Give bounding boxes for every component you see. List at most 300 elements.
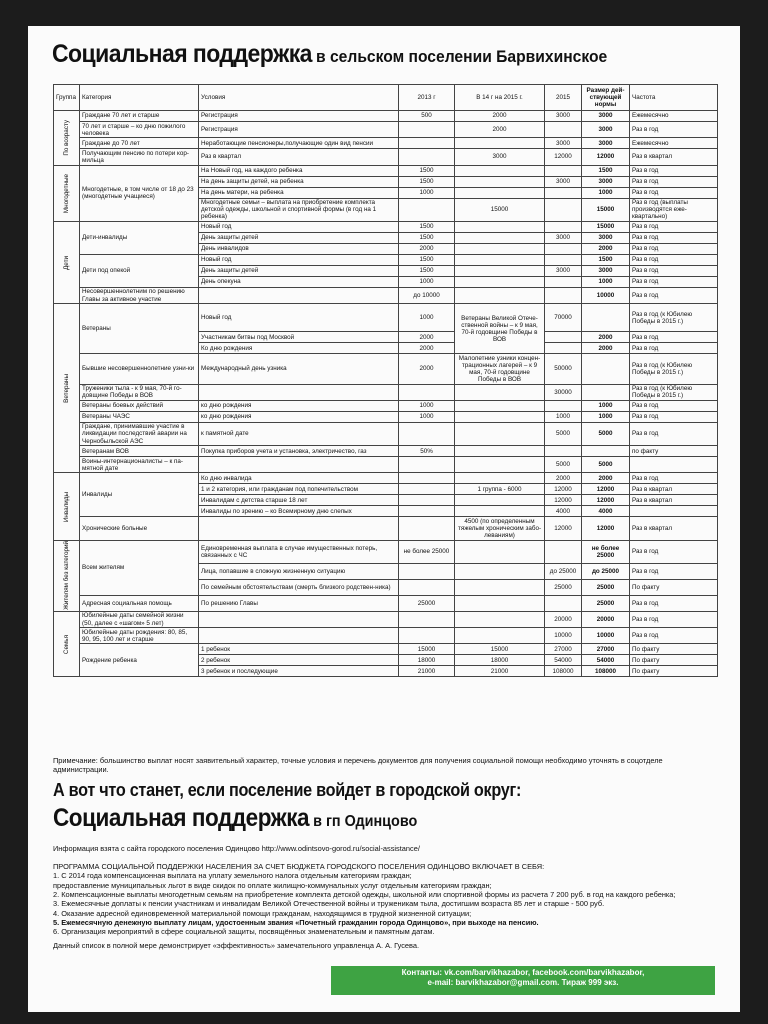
value-2013-cell	[399, 422, 455, 445]
norm-cell: 2000	[582, 243, 630, 254]
table-row	[54, 165, 718, 176]
value-2014-cell: 3000	[455, 149, 545, 165]
group-label: Инвалиды	[62, 491, 70, 522]
value-2015-cell: 12000	[545, 149, 582, 165]
conditions-cell: Регистрация	[199, 122, 399, 138]
value-2015-cell: 3000	[545, 176, 582, 187]
conditions-cell: Инвалиды по зрению – ко Всемирному дню слепых	[199, 506, 399, 517]
conditions-cell: Единовременная выплата в случае имущественных потерь, связанных с ЧС	[199, 540, 399, 563]
header-group: Группа	[54, 85, 80, 111]
value-2014-cell	[455, 446, 545, 457]
norm-cell: 12000	[582, 517, 630, 540]
value-2013-cell	[399, 506, 455, 517]
norm-cell: 3000	[582, 122, 630, 138]
category-cell: Хронические больные	[80, 517, 199, 540]
value-2013-cell: 1500	[399, 265, 455, 276]
table-row	[54, 611, 718, 627]
table-row	[54, 122, 718, 138]
value-2014-cell	[455, 243, 545, 254]
value-2014-cell	[455, 254, 545, 265]
value-2015-cell	[545, 198, 582, 221]
value-2013-cell: не более 25000	[399, 540, 455, 563]
frequency-cell: Раз в год	[630, 411, 718, 422]
norm-cell: 27000	[582, 644, 630, 655]
category-cell: Ветеранам ВОВ	[80, 446, 199, 457]
value-2015-cell: 2000	[545, 473, 582, 484]
category-cell: Бывшие несовершеннолетние узни-ки	[80, 354, 199, 384]
norm-cell	[582, 354, 630, 384]
norm-cell: 10000	[582, 628, 630, 644]
frequency-cell: Раз в квартал	[630, 484, 718, 495]
value-2013-cell: 2000	[399, 332, 455, 343]
header-conditions: Условия	[199, 85, 399, 111]
frequency-cell: По факту	[630, 644, 718, 655]
value-2015-cell: 5000	[545, 457, 582, 473]
conditions-cell	[199, 628, 399, 644]
value-2014-cell	[455, 564, 545, 580]
value-2015-cell: 30000	[545, 384, 582, 400]
table-row	[54, 457, 718, 473]
value-2015-cell: 27000	[545, 644, 582, 655]
category-cell: Ветераны ЧАЭС	[80, 411, 199, 422]
value-2014-cell: 4500 (по определенным тяжелым хроническим забо-леваниям)	[455, 517, 545, 540]
group-label: Многодетные	[62, 173, 70, 213]
value-2013-cell	[399, 122, 455, 138]
frequency-cell: Раз в квартал	[630, 517, 718, 540]
header-2014-2015: В 14 г на 2015 г.	[455, 85, 545, 111]
frequency-cell: Раз в год	[630, 564, 718, 580]
value-2013-cell	[399, 149, 455, 165]
value-2013-cell: 2000	[399, 343, 455, 354]
value-2015-cell	[545, 276, 582, 287]
value-2013-cell: 500	[399, 111, 455, 122]
value-2015-cell	[545, 243, 582, 254]
category-cell: Дети-инвалиды	[80, 221, 199, 254]
footnote: Примечание: большинство выплат носят заявительный характер, точные условия и перечень документов для получения социальной помощи необходимо уточнять в соцотделе администрации.	[53, 756, 663, 774]
value-2013-cell: 1000	[399, 187, 455, 198]
value-2015-cell	[545, 122, 582, 138]
conditions-cell: День опекуна	[199, 276, 399, 287]
frequency-cell: Раз в год (к Юбилею Победы в 2015 г.)	[630, 354, 718, 384]
value-2013-cell	[399, 495, 455, 506]
value-2015-cell	[545, 221, 582, 232]
value-2013-cell: 18000	[399, 655, 455, 666]
value-2014-cell	[455, 628, 545, 644]
second-title-sub: в гп Одинцово	[313, 813, 418, 830]
conditions-cell: ко дню рождения	[199, 411, 399, 422]
value-2015-cell: 10000	[545, 628, 582, 644]
conditions-cell	[199, 611, 399, 627]
conditions-cell: День инвалидов	[199, 243, 399, 254]
table-row	[54, 354, 718, 384]
frequency-cell: Раз в год	[630, 473, 718, 484]
frequency-cell: Раз в год	[630, 332, 718, 343]
value-2015-cell: 1000	[545, 411, 582, 422]
norm-cell: 20000	[582, 611, 630, 627]
value-2015-cell	[545, 400, 582, 411]
conditions-cell: Раз в квартал	[199, 149, 399, 165]
value-2013-cell: 1500	[399, 232, 455, 243]
value-2014-cell	[455, 611, 545, 627]
value-2015-cell	[545, 254, 582, 265]
conditions-cell: Новый год	[199, 304, 399, 332]
frequency-cell: Раз в год	[630, 276, 718, 287]
value-2015-cell	[545, 540, 582, 563]
frequency-cell: Раз в год	[630, 343, 718, 354]
frequency-cell: Ежемесячно	[630, 138, 718, 149]
conditions-cell: 1 и 2 категория, или гражданам под попечительством	[199, 484, 399, 495]
category-cell: Многодетные, в том числе от 18 до 23 (многодетные учащиеся)	[80, 165, 199, 221]
value-2013-cell: 1500	[399, 176, 455, 187]
value-2014-cell	[455, 457, 545, 473]
contacts-line: Контакты: vk.com/barvikhazabor, facebook.com/barvikhazabor,	[401, 968, 645, 977]
conditions-cell: 2 ребенок	[199, 655, 399, 666]
value-2014-cell: 2000	[455, 122, 545, 138]
conditions-cell: Неработающие пенсионеры,получающие один вид пенсии	[199, 138, 399, 149]
table-row	[54, 628, 718, 644]
program-item: 3. Ежемесячные доплаты к пенсии участникам и инвалидам Великой Отечественной войны и труженикам тыла, достигшим возраста 85 лет и старше - 500 руб.	[53, 899, 605, 909]
conditions-cell: Регистрация	[199, 111, 399, 122]
table-row	[54, 540, 718, 563]
norm-cell: 3000	[582, 176, 630, 187]
program-item: 4. Оказание адресной единовременной материальной помощи гражданам, находящимся в трудной жизненной ситуации;	[53, 908, 472, 918]
norm-cell	[582, 446, 630, 457]
frequency-cell: Раз в год (к Юбилею Победы в 2015 г.)	[630, 384, 718, 400]
value-2014-cell	[455, 595, 545, 611]
value-2014-cell	[455, 176, 545, 187]
header-frequency: Частота	[630, 85, 718, 111]
value-2013-cell: 1000	[399, 411, 455, 422]
category-cell: Инвалиды	[80, 473, 199, 517]
category-cell: Ветераны боевых действий	[80, 400, 199, 411]
header-norm: Размер дей-ствующей нормы	[582, 85, 630, 111]
contacts-box	[331, 966, 715, 995]
group-label: По возрасту	[62, 119, 70, 156]
conditions-cell: По семейным обстоятельствам (смерть близкого родствен-ника)	[199, 580, 399, 596]
category-cell: Юбилейные даты рождения: 80, 85, 90, 95, 100 лет и старше	[80, 628, 199, 644]
conditions-cell: Международный день узника	[199, 354, 399, 384]
table-row	[54, 411, 718, 422]
conditions-cell: Участникам битвы под Москвой	[199, 332, 399, 343]
value-2013-cell	[399, 564, 455, 580]
source-info: Информация взята с сайта городского поселения Одинцово http://www.odintsovo-gorod.ru/social-assistance/	[53, 844, 420, 853]
value-2015-cell: 70000	[545, 304, 582, 332]
value-2013-cell	[399, 628, 455, 644]
value-2013-cell: 21000	[399, 666, 455, 677]
category-cell: 70 лет и старше – ко дню пожилого человека	[80, 122, 199, 138]
conditions-cell: День защиты детей	[199, 232, 399, 243]
title-sub: в сельском поселении Барвихинское	[316, 47, 608, 66]
table-row	[54, 473, 718, 484]
value-2015-cell	[545, 343, 582, 354]
conditions-cell: 3 ребенок и последующие	[199, 666, 399, 677]
value-2013-cell	[399, 138, 455, 149]
value-2014-cell: 21000	[455, 666, 545, 677]
value-2013-cell: 1000	[399, 276, 455, 287]
table-row	[54, 304, 718, 332]
value-2014-cell: Малолетние узники концен-трационных лагерей – к 9 мая, 70-й годовщине Победы в ВОВ	[455, 354, 545, 384]
table-header-row	[54, 85, 718, 111]
norm-cell: 3000	[582, 111, 630, 122]
norm-cell: 54000	[582, 655, 630, 666]
table-row	[54, 111, 718, 122]
norm-cell: 2000	[582, 332, 630, 343]
value-2013-cell: 25000	[399, 595, 455, 611]
value-2013-cell: 1500	[399, 165, 455, 176]
value-2014-cell	[455, 384, 545, 400]
value-2015-cell: 25000	[545, 580, 582, 596]
subheading: А вот что станет, если поселение войдет в городской округ:	[53, 780, 522, 800]
table-row	[54, 221, 718, 232]
value-2015-cell: 4000	[545, 506, 582, 517]
second-title-main: Социальная поддержка	[53, 804, 310, 832]
program-heading: ПРОГРАММА СОЦИАЛЬНОЙ ПОДДЕРЖКИ НАСЕЛЕНИЯ ЗА СЧЕТ БЮДЖЕТА ГОРОДСКОГО ПОСЕЛЕНИЯ ОДИНЦОВО ВКЛЮЧАЕТ В СЕБЯ:	[53, 862, 545, 871]
table-row	[54, 384, 718, 400]
norm-cell: 15000	[582, 198, 630, 221]
value-2015-cell	[545, 446, 582, 457]
norm-cell: 1000	[582, 400, 630, 411]
frequency-cell: По факту	[630, 666, 718, 677]
frequency-cell: Раз в год (к Юбилею Победы в 2015 г.)	[630, 304, 718, 332]
value-2013-cell	[399, 473, 455, 484]
frequency-cell	[630, 457, 718, 473]
norm-cell: 25000	[582, 595, 630, 611]
value-2015-cell: 3000	[545, 111, 582, 122]
table-row	[54, 254, 718, 265]
conditions-cell: Новый год	[199, 221, 399, 232]
frequency-cell: Раз в квартал	[630, 149, 718, 165]
value-2014-cell	[455, 473, 545, 484]
value-2015-cell: 54000	[545, 655, 582, 666]
value-2013-cell: 2000	[399, 354, 455, 384]
header-category: Категория	[80, 85, 199, 111]
value-2014-cell: 18000	[455, 655, 545, 666]
conditions-cell: На Новый год, на каждого ребенка	[199, 165, 399, 176]
value-2013-cell: 50%	[399, 446, 455, 457]
frequency-cell: Раз в год	[630, 176, 718, 187]
frequency-cell: Раз в год	[630, 265, 718, 276]
conditions-cell: 1 ребенок	[199, 644, 399, 655]
conditions-cell: Ко дню рождения	[199, 343, 399, 354]
category-cell: Граждане, принимавшие участие в ликвидации последствий аварии на Чернобыльской АЭС	[80, 422, 199, 445]
frequency-cell: Раз в год	[630, 611, 718, 627]
program-list	[53, 862, 725, 950]
value-2015-cell: 20000	[545, 611, 582, 627]
group-cell	[54, 165, 80, 221]
conditions-cell: Многодетные семьи – выплата на приобретение комплекта детской одежды, школьной и спортивной формы (в год на 1 ребенка)	[199, 198, 399, 221]
value-2014-cell: 15000	[455, 198, 545, 221]
group-cell	[54, 611, 80, 677]
frequency-cell: Раз в год	[630, 254, 718, 265]
value-2014-cell: Ветераны Великой Отече-ственной войны – к 9 мая, 70-й годовщине Победы в ВОВ	[455, 304, 545, 354]
value-2013-cell: 2000	[399, 243, 455, 254]
norm-cell: 12000	[582, 484, 630, 495]
value-2015-cell: до 25000	[545, 564, 582, 580]
support-table	[53, 84, 718, 677]
value-2013-cell	[399, 384, 455, 400]
category-cell: Получающим пенсию по потери кор-мильца	[80, 149, 199, 165]
frequency-cell: Раз в год	[630, 232, 718, 243]
frequency-cell: Раз в год	[630, 165, 718, 176]
frequency-cell: По факту	[630, 655, 718, 666]
value-2015-cell: 3000	[545, 138, 582, 149]
norm-cell: 12000	[582, 149, 630, 165]
category-cell: Ветераны	[80, 304, 199, 354]
value-2014-cell	[455, 232, 545, 243]
category-cell: Рождение ребенка	[80, 644, 199, 677]
value-2015-cell: 12000	[545, 484, 582, 495]
norm-cell: 1000	[582, 187, 630, 198]
header-2015: 2015	[545, 85, 582, 111]
value-2014-cell	[455, 221, 545, 232]
program-footer: Данный список в полной мере демонстрирует «эффективность» замечательного управленца А. А. Гусева.	[53, 940, 420, 950]
conditions-cell	[199, 287, 399, 303]
value-2015-cell: 50000	[545, 354, 582, 384]
norm-cell: 12000	[582, 495, 630, 506]
conditions-cell: На день защиты детей, на ребенка	[199, 176, 399, 187]
program-item: 6. Организация мероприятий в сфере социальной защиты, посвящённых знаменательным и памятным датам.	[53, 927, 435, 937]
value-2013-cell	[399, 484, 455, 495]
conditions-cell	[199, 517, 399, 540]
conditions-cell	[199, 384, 399, 400]
value-2014-cell	[455, 165, 545, 176]
group-label: Семья	[62, 634, 70, 654]
value-2013-cell: 15000	[399, 644, 455, 655]
norm-cell: 25000	[582, 580, 630, 596]
norm-cell: не более 25000	[582, 540, 630, 563]
table-row	[54, 138, 718, 149]
value-2015-cell: 12000	[545, 517, 582, 540]
frequency-cell: Раз в год	[630, 628, 718, 644]
frequency-cell: Раз в год	[630, 595, 718, 611]
frequency-cell: Раз в год	[630, 540, 718, 563]
norm-cell: 2000	[582, 343, 630, 354]
norm-cell: 1500	[582, 254, 630, 265]
value-2015-cell: 3000	[545, 232, 582, 243]
value-2014-cell	[455, 187, 545, 198]
norm-cell: 10000	[582, 287, 630, 303]
value-2014-cell	[455, 265, 545, 276]
program-item: 5. Ежемесячную денежную выплату лицам, удостоенным звания «Почетный гражданин города Одинцово», при выходе на пенсию.	[53, 917, 539, 927]
norm-cell	[582, 384, 630, 400]
value-2015-cell: 108000	[545, 666, 582, 677]
value-2014-cell	[455, 540, 545, 563]
conditions-cell: На день матери, на ребенка	[199, 187, 399, 198]
frequency-cell: Раз в год	[630, 287, 718, 303]
category-cell: Труженики тыла - к 9 мая, 70-й го-довщине Победы в ВОВ	[80, 384, 199, 400]
value-2013-cell	[399, 611, 455, 627]
value-2014-cell	[455, 276, 545, 287]
conditions-cell: По решению Главы	[199, 595, 399, 611]
value-2013-cell: 1000	[399, 304, 455, 332]
value-2014-cell	[455, 422, 545, 445]
conditions-cell: Покупка приборов учета и установка, электричество, газ	[199, 446, 399, 457]
group-cell	[54, 221, 80, 303]
table-row	[54, 422, 718, 445]
value-2013-cell: 1500	[399, 221, 455, 232]
category-cell: Несовершеннолетним по решению Главы за активное участие	[80, 287, 199, 303]
value-2015-cell: 3000	[545, 265, 582, 276]
conditions-cell: Инвалидам с детства старше 18 лет	[199, 495, 399, 506]
norm-cell: 4000	[582, 506, 630, 517]
frequency-cell: Раз в год	[630, 243, 718, 254]
group-label: Жителям без категорий	[62, 541, 70, 611]
frequency-cell: Раз в год	[630, 221, 718, 232]
value-2015-cell	[545, 287, 582, 303]
value-2015-cell	[545, 595, 582, 611]
norm-cell: 3000	[582, 265, 630, 276]
title-main: Социальная поддержка	[52, 40, 312, 68]
frequency-cell	[630, 506, 718, 517]
category-cell: Юбилейные даты семейной жизни (50, далее с «шагом» 5 лет)	[80, 611, 199, 627]
table-row	[54, 517, 718, 540]
norm-cell: до 25000	[582, 564, 630, 580]
value-2014-cell	[455, 495, 545, 506]
category-cell: Всем жителям	[80, 540, 199, 595]
value-2013-cell	[399, 517, 455, 540]
leaflet-page	[28, 26, 740, 1012]
norm-cell: 5000	[582, 457, 630, 473]
value-2014-cell: 15000	[455, 644, 545, 655]
value-2015-cell: 12000	[545, 495, 582, 506]
value-2014-cell: 2000	[455, 111, 545, 122]
conditions-cell: Ко дню инвалида	[199, 473, 399, 484]
norm-cell: 3000	[582, 138, 630, 149]
program-item: 1. С 2014 года компенсационная выплата на уплату земельного налога отдельным категориям граждан;	[53, 871, 412, 881]
table-row	[54, 149, 718, 165]
program-item: предоставление муниципальных льгот в виде скидок по оплате жилищно-коммунальных услуг отдельным категориям граждан;	[53, 880, 492, 890]
group-cell	[54, 304, 80, 473]
value-2014-cell	[455, 580, 545, 596]
table-row	[54, 595, 718, 611]
value-2014-cell	[455, 287, 545, 303]
norm-cell: 1000	[582, 276, 630, 287]
table-row	[54, 400, 718, 411]
value-2013-cell: 1000	[399, 400, 455, 411]
value-2013-cell	[399, 198, 455, 221]
table-row	[54, 446, 718, 457]
value-2013-cell: 1500	[399, 254, 455, 265]
group-label: Дети	[62, 255, 70, 270]
second-title	[53, 804, 417, 833]
value-2014-cell	[455, 138, 545, 149]
frequency-cell: Раз в год	[630, 187, 718, 198]
category-cell: Граждане до 70 лет	[80, 138, 199, 149]
value-2015-cell	[545, 332, 582, 343]
group-cell	[54, 540, 80, 611]
value-2014-cell	[455, 400, 545, 411]
norm-cell: 2000	[582, 473, 630, 484]
conditions-cell: День защиты детей	[199, 265, 399, 276]
value-2013-cell: до 10000	[399, 287, 455, 303]
frequency-cell: Ежемесячно	[630, 111, 718, 122]
value-2014-cell	[455, 411, 545, 422]
norm-cell: 1500	[582, 165, 630, 176]
frequency-cell: Раз в квартал	[630, 495, 718, 506]
norm-cell: 108000	[582, 666, 630, 677]
program-item: 2. Компенсационные выплаты многодетным семьям на приобретение комплекта детской одежды, школьной или спортивной формы из расчета 7 200 руб. в год на каждого ребенка;	[53, 889, 676, 899]
value-2013-cell	[399, 580, 455, 596]
norm-cell	[582, 304, 630, 332]
conditions-cell: Новый год	[199, 254, 399, 265]
value-2014-cell: 1 группа - 6000	[455, 484, 545, 495]
group-label: Ветераны	[62, 373, 70, 403]
frequency-cell: Раз в год (выплаты производятся еже-квартально)	[630, 198, 718, 221]
value-2014-cell	[455, 506, 545, 517]
norm-cell: 3000	[582, 232, 630, 243]
norm-cell: 5000	[582, 422, 630, 445]
conditions-cell: к памятной дате	[199, 422, 399, 445]
